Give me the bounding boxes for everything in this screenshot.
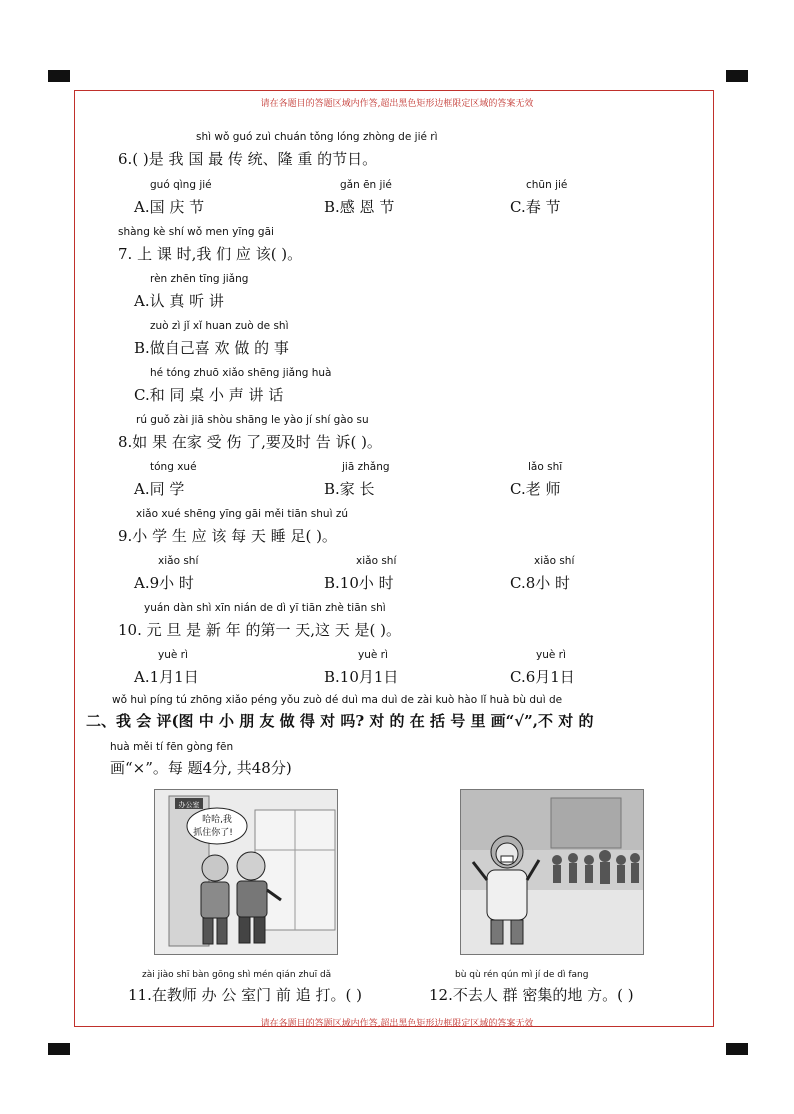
question-11-pinyin: zài jiào shī bàn gōng shì mén qián zhuī dǎ — [142, 970, 332, 980]
registration-mark-bottom-left — [48, 1043, 70, 1055]
question-7-text: 7. 上 课 时,我 们 应 该( )。 — [118, 245, 303, 263]
option-b: B.10月1日 — [324, 668, 399, 686]
office-sign: 办公室 — [178, 801, 200, 809]
option-a-pinyin: guó qìng jié — [150, 179, 212, 191]
question-9-text: 9.小 学 生 应 该 每 天 睡 足( )。 — [118, 527, 337, 545]
picture-11-boys-chasing — [154, 789, 338, 955]
top-notice: 请在各题目的答题区域内作答,超出黑色矩形边框限定区域的答案无效 — [260, 99, 534, 109]
question-7-option-a — [82, 273, 712, 313]
option-a: A.国 庆 节 — [134, 198, 205, 216]
option-c-pinyin: yuè rì — [536, 649, 566, 661]
section-2-instructions: 画“×”。每 题4分, 共48分) — [110, 759, 292, 777]
question-11-text: 11.在教师 办 公 室门 前 追 打。( ) — [128, 986, 362, 1004]
option-b-pinyin: yuè rì — [358, 649, 388, 661]
option-c: C.和 同 桌 小 声 讲 话 — [134, 386, 284, 404]
option-a: A.9小 时 — [134, 574, 194, 592]
option-c-pinyin: lǎo shī — [528, 461, 563, 473]
question-12-pinyin: bù qù rén qún mì jí de dì fang — [455, 970, 589, 980]
bottom-notice: 请在各题目的答题区域内作答,超出黑色矩形边框限定区域的答案无效 — [260, 1019, 534, 1029]
option-b: B.家 长 — [324, 480, 375, 498]
option-a: A.同 学 — [134, 480, 185, 498]
question-9-pinyin: xiǎo xué shēng yīng gāi měi tiān shuì zú — [136, 508, 348, 520]
question-7 — [82, 226, 712, 266]
question-6-options — [82, 179, 712, 219]
option-b: B.感 恩 节 — [324, 198, 395, 216]
option-c-pinyin: hé tóng zhuō xiǎo shēng jiǎng huà — [150, 367, 332, 379]
option-a-pinyin: xiǎo shí — [158, 555, 199, 567]
option-b-pinyin: xiǎo shí — [356, 555, 397, 567]
speech-bubble-line-2: 抓住你了! — [193, 828, 233, 838]
option-c-pinyin: xiǎo shí — [534, 555, 575, 567]
option-a: A.1月1日 — [134, 668, 199, 686]
option-c: C.春 节 — [510, 198, 561, 216]
option-b-pinyin: gǎn ēn jié — [340, 179, 392, 191]
question-10-text: 10. 元 旦 是 新 年 的第一 天,这 天 是( )。 — [118, 621, 402, 639]
option-a-pinyin: yuè rì — [158, 649, 188, 661]
page-content — [82, 115, 712, 1025]
option-c-pinyin: chūn jié — [526, 179, 568, 191]
option-b: B.10小 时 — [324, 574, 394, 592]
section-2-pinyin-2: huà měi tí fēn gòng fēn — [110, 741, 234, 753]
option-c: C.老 师 — [510, 480, 561, 498]
question-8-options — [82, 461, 712, 501]
option-b-pinyin: jiā zhǎng — [342, 461, 390, 473]
registration-mark-bottom-right — [726, 1043, 748, 1055]
speech-bubble-line-1: 哈哈,我 — [202, 815, 232, 825]
question-6 — [82, 131, 712, 171]
question-6-pinyin: shì wǒ guó zuì chuán tǒng lóng zhòng de jié rì — [196, 131, 438, 143]
question-8-text: 8.如 果 在家 受 伤 了,要及时 告 诉( )。 — [118, 433, 382, 451]
option-a-pinyin: tóng xué — [150, 461, 197, 473]
question-12-text: 12.不去人 群 密集的地 方。( ) — [429, 986, 634, 1004]
question-6-text: 6.( )是 我 国 最 传 统、隆 重 的节日。 — [118, 150, 378, 168]
question-7-option-c — [82, 367, 712, 407]
picture-12-crowd-avoidance — [460, 789, 644, 955]
question-7-option-b — [82, 320, 712, 360]
question-8 — [82, 414, 712, 454]
section-2-header-line-1 — [82, 694, 722, 734]
question-12 — [412, 970, 712, 1010]
option-a-pinyin: rèn zhēn tīng jiǎng — [150, 273, 249, 285]
option-c: C.6月1日 — [510, 668, 575, 686]
picture-12-illustration — [461, 790, 644, 955]
question-10-pinyin: yuán dàn shì xīn nián de dì yī tiān zhè tiān shì — [144, 602, 386, 614]
registration-mark-top-left — [48, 70, 70, 82]
section-2-pinyin-1: wǒ huì píng tú zhōng xiǎo péng yǒu zuò dé duì ma duì de zài kuò hào lǐ huà bù duì de — [112, 694, 563, 706]
registration-mark-top-right — [726, 70, 748, 82]
option-c: C.8小 时 — [510, 574, 571, 592]
question-10 — [82, 602, 712, 642]
question-10-options — [82, 649, 712, 689]
section-2-header-line-2 — [82, 741, 712, 781]
section-2-title: 二、我 会 评(图 中 小 朋 友 做 得 对 吗? 对 的 在 括 号 里 画“√”,不 对 的 — [86, 712, 594, 730]
option-b: B.做自己喜 欢 做 的 事 — [134, 339, 289, 357]
option-a: A.认 真 听 讲 — [134, 292, 224, 310]
question-11 — [82, 970, 402, 1010]
picture-11-illustration — [155, 790, 338, 955]
question-9-options — [82, 555, 712, 595]
question-8-pinyin: rú guǒ zài jiā shòu shāng le yào jí shí gào su — [136, 414, 369, 426]
question-7-pinyin: shàng kè shí wǒ men yīng gāi — [118, 226, 274, 238]
question-9 — [82, 508, 712, 548]
option-b-pinyin: zuò zì jǐ xǐ huan zuò de shì — [150, 320, 289, 332]
